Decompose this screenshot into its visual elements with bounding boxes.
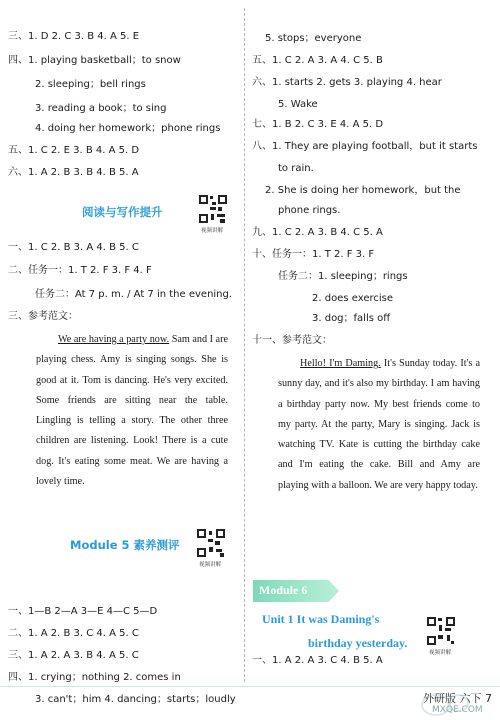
right-answer-line: to rain. <box>278 163 314 174</box>
right-answer-line: 五、1. C 2. A 3. A 4. C 5. B <box>252 55 383 66</box>
left-answer-line: 二、1. A 2. B 3. C 4. A 5. C <box>8 628 139 639</box>
heading-reading-writing: 阅读与写作提升 <box>82 205 163 219</box>
essay-left <box>36 330 228 492</box>
footer-rule <box>0 686 500 687</box>
right-answer-line: 3. dog；falls off <box>312 313 391 324</box>
left-answer-line: 3. reading a book；to sing <box>35 103 167 114</box>
watermark-text: MXQE.COM <box>432 705 483 715</box>
column-divider <box>244 8 245 682</box>
left-answer-line: 3. can't；him 4. dancing；starts；loudly <box>35 694 236 705</box>
qr-caption: 视频讲解 <box>429 650 452 656</box>
left-answer-line: 4. doing her homework；phone rings <box>35 123 221 134</box>
right-answer-line: 5. Wake <box>278 99 318 110</box>
right-answer-line: 十一、参考范文： <box>252 335 332 346</box>
left-answer-line: 三、参考范文： <box>8 311 78 322</box>
right-answer-line: 2. She is doing her homework，but the <box>265 185 461 196</box>
right-answer-line: phone rings. <box>278 205 341 216</box>
left-answer-line: 四、1. crying；nothing 2. comes in <box>8 672 181 683</box>
essay-right-body: It's Sunday today. It's a sunny day, and it's also my birthday. I am having a birthday party now. My best friends come to my party. At the party, Mary is singing. Jack is watching TV. Kate is cutting the birthday cake and I'm eating the cake. Bill and Amy are playing with a balloon. We are very happy today. <box>278 358 480 491</box>
right-answer-line: 六、1. starts 2. gets 3. playing 4. hear <box>252 77 442 88</box>
right-answer-line: 2. does exercise <box>312 293 393 304</box>
right-answer-line: 八、1. They are playing football，but it starts <box>252 141 478 152</box>
right-answer-line: 一、1. A 2. A 3. C 4. B 5. A <box>252 655 383 666</box>
essay-left-title: We are having a party now. <box>58 334 170 345</box>
module6-banner <box>253 580 339 602</box>
module6-label: Module 6 <box>259 583 308 597</box>
left-answer-line: 六、1. A 2. B 3. B 4. B 5. A <box>8 167 139 178</box>
qr-caption: 视频讲解 <box>199 562 222 568</box>
essay-left-body: Sam and I are playing chess. Amy is singing songs. She is good at it. Tom is dancing. He's very excited. Some friends are sitting near the table. Lingling is telling a story. The other three children are listening. Look! There is a cute dog. It's eating some meat. We are having a lovely time. <box>36 334 228 488</box>
qr-code-icon[interactable] <box>196 528 226 558</box>
unit-heading-line1: Unit 1 It was Daming's <box>262 612 380 626</box>
left-answer-line: 一、1—B 2—A 3—E 4—C 5—D <box>8 606 158 617</box>
module5-heading: Module 5 素养测评 <box>70 538 180 552</box>
left-answer-line: 2. sleeping；bell rings <box>35 79 146 90</box>
right-answer-line: 十、任务一：1. T 2. F 3. F <box>252 249 375 260</box>
qr-code-icon[interactable] <box>198 194 228 224</box>
right-answer-line: 5. stops；everyone <box>265 33 362 44</box>
page-footer: 外研版 六下 7 <box>423 692 492 705</box>
right-answer-line: 任务二：1. sleeping；rings <box>278 271 408 282</box>
essay-right <box>278 354 480 496</box>
qr-caption: 视频讲解 <box>201 228 224 234</box>
left-answer-line: 任务二：At 7 p. m. / At 7 in the evening. <box>35 289 233 300</box>
left-answer-line: 四、1. playing basketball；to snow <box>8 55 181 66</box>
left-answer-line: 二、任务一：1. T 2. F 3. F 4. F <box>8 265 152 276</box>
right-answer-line: 七、1. B 2. C 3. E 4. A 5. D <box>252 119 384 130</box>
unit-heading-line2: birthday yesterday. <box>308 636 408 650</box>
left-answer-line: 五、1. C 2. E 3. B 4. A 5. D <box>8 145 140 156</box>
left-answer-line: 三、1. D 2. C 3. B 4. A 5. E <box>8 31 140 42</box>
essay-right-title: Hello! I'm Daming. <box>300 358 381 369</box>
left-answer-line: 三、1. A 2. A 3. B 4. A 5. C <box>8 650 139 661</box>
right-answer-line: 九、1. C 2. A 3. B 4. C 5. A <box>252 227 383 238</box>
qr-code-icon[interactable] <box>426 616 456 646</box>
left-answer-line: 一、1. C 2. B 3. A 4. B 5. C <box>8 242 139 253</box>
